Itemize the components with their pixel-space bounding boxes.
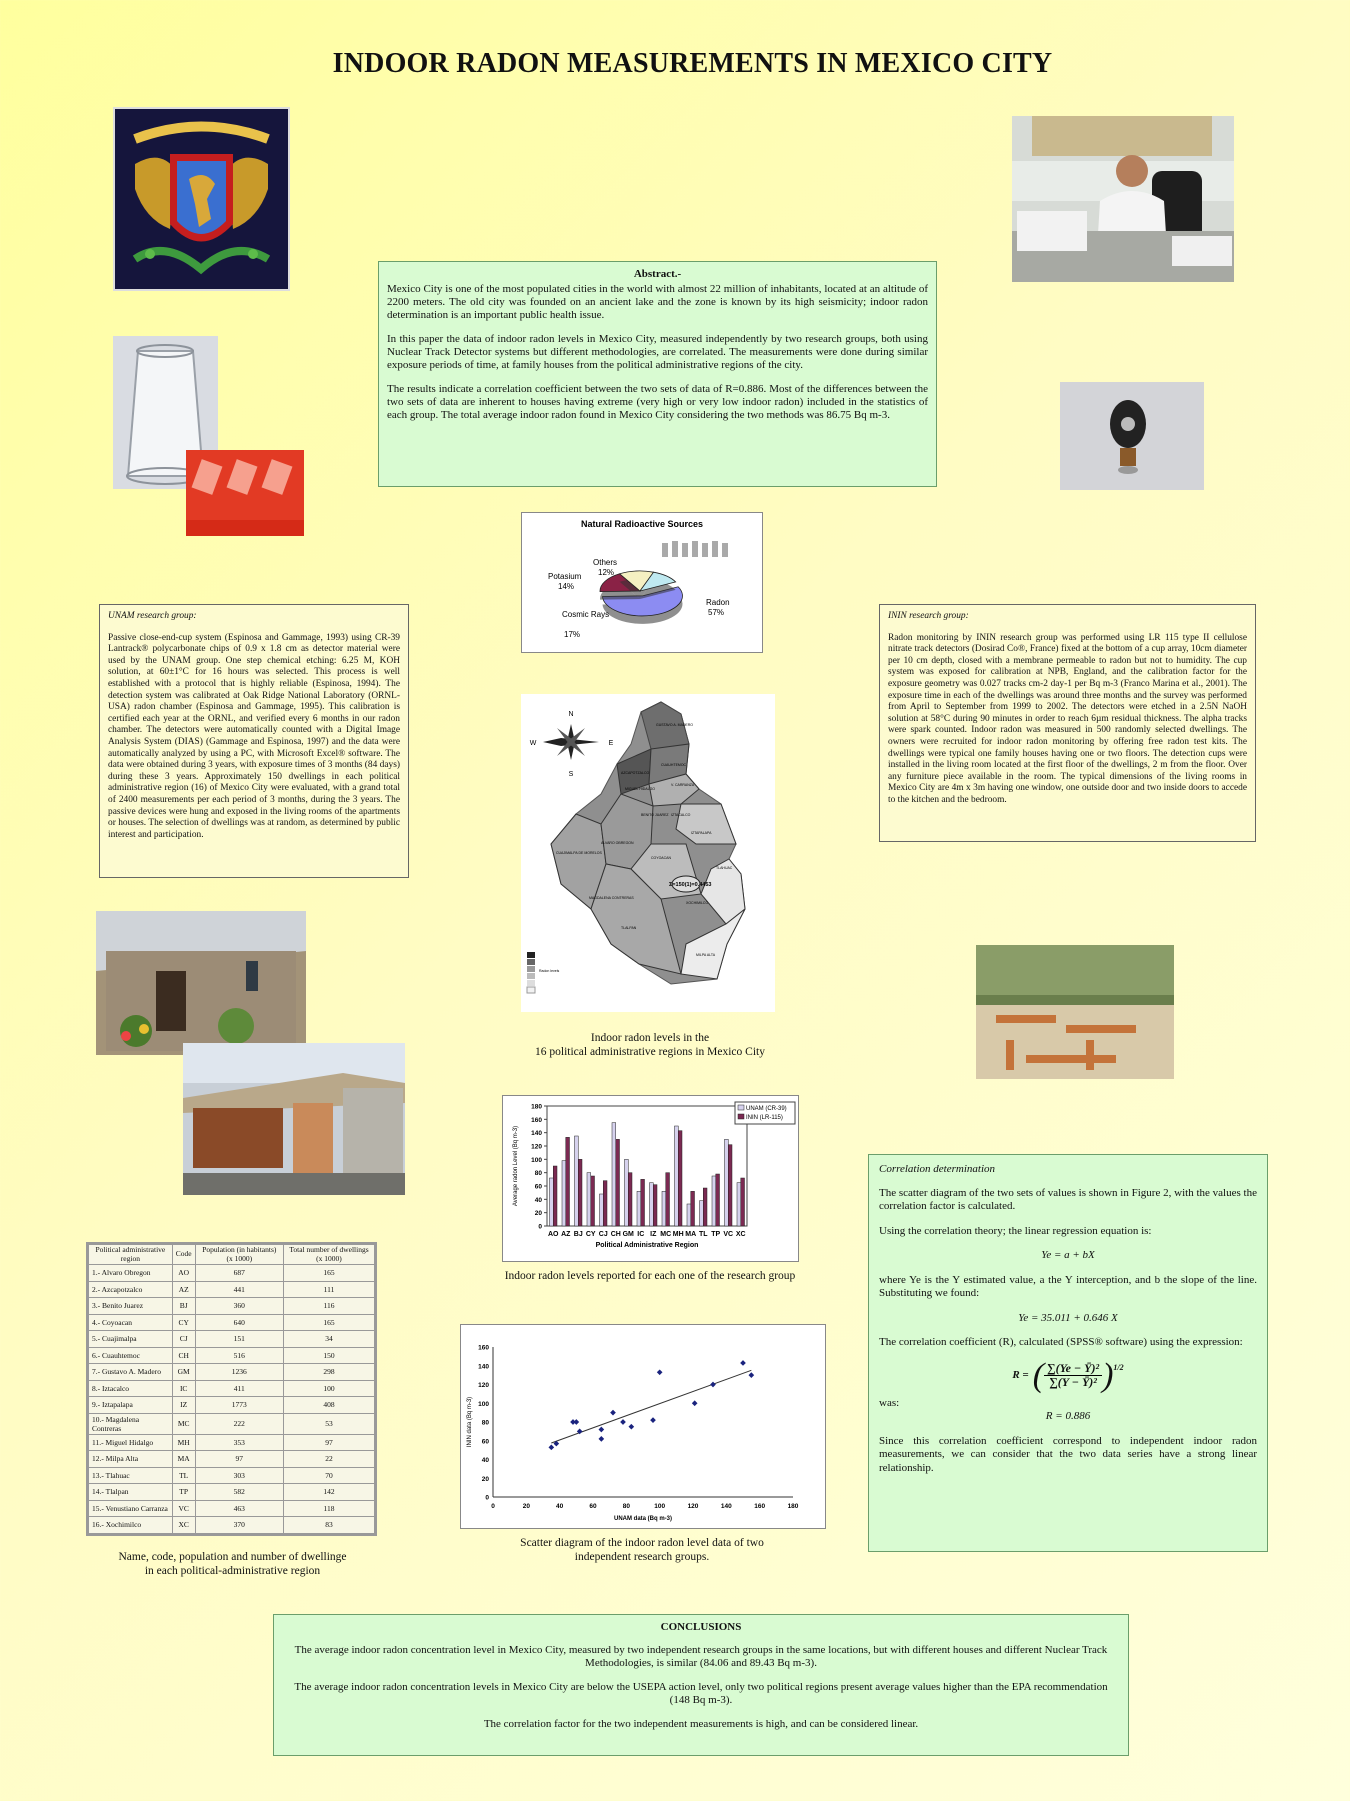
- unam-research-box: [99, 604, 409, 878]
- y-axis-label: ININ data (Bq m-3): [467, 1396, 473, 1448]
- svg-text:IZTACALCO: IZTACALCO: [671, 813, 691, 817]
- x-tick-label: 20: [522, 1503, 530, 1510]
- table-cell: 165: [283, 1265, 374, 1282]
- table-cell: 370: [195, 1517, 283, 1534]
- table-row: [89, 1467, 375, 1484]
- svg-text:MIGUEL HIDALGO: MIGUEL HIDALGO: [625, 787, 656, 791]
- table-caption: Name, code, population and number of dwellinge in each political-administrative region: [118, 1551, 347, 1577]
- bar-XC-unam: [737, 1183, 741, 1226]
- table-cell: 687: [195, 1265, 283, 1282]
- bar-GM-inin: [628, 1173, 632, 1226]
- table-header: Total number of dwellings (x 1000): [283, 1245, 374, 1265]
- cr39-chips-photo: [186, 450, 304, 536]
- x-tick-label: 0: [491, 1503, 495, 1510]
- scatter-point: [599, 1427, 605, 1433]
- scatter-point: [629, 1424, 635, 1430]
- y-tick-label: 60: [481, 1438, 489, 1446]
- map-caption: Indoor radon levels in the 16 political administrative regions in Mexico City: [535, 1032, 765, 1058]
- table-cell: 3.- Benito Juarez: [89, 1298, 173, 1315]
- scatter-point: [599, 1436, 605, 1442]
- table-cell: CY: [172, 1314, 195, 1331]
- table-cell: 303: [195, 1467, 283, 1484]
- correlation-was: was:: [879, 1396, 900, 1409]
- svg-text:ALVARO OBREGON: ALVARO OBREGON: [601, 841, 634, 845]
- scatter-point: [549, 1444, 555, 1450]
- correlation-p4: The correlation coefficient (R), calculated (SPSS® software) using the expression:: [879, 1336, 1243, 1348]
- unam-heading: UNAM research group:: [108, 611, 197, 621]
- table-cell: 7.- Gustavo A. Madero: [89, 1364, 173, 1381]
- scatter-point: [749, 1372, 755, 1378]
- bar-VC-unam: [725, 1139, 729, 1226]
- table-cell: 15.- Venustiano Carranza: [89, 1500, 173, 1517]
- y-tick-label: 0: [485, 1494, 489, 1502]
- svg-text:TLAHUAC: TLAHUAC: [716, 866, 733, 870]
- y-tick-label: 140: [531, 1130, 542, 1138]
- scatter-caption: Scatter diagram of the indoor radon level data of two independent research groups.: [520, 1537, 764, 1563]
- brick-house-photo: [183, 1043, 405, 1195]
- table-row: [89, 1265, 375, 1282]
- x-tick-label: MC: [660, 1231, 672, 1238]
- table-cell: 53: [283, 1413, 374, 1434]
- bar-MC-inin: [666, 1173, 670, 1226]
- svg-text:GUSTAVO A. MADERO: GUSTAVO A. MADERO: [656, 723, 694, 727]
- table-cell: IZ: [172, 1397, 195, 1414]
- svg-text:IZTAPALAPA: IZTAPALAPA: [691, 831, 712, 835]
- x-tick-label: 60: [589, 1503, 597, 1510]
- abstract-box: [378, 261, 937, 487]
- svg-text:Radon levels: Radon levels: [539, 969, 560, 973]
- table-cell: 13.- Tlahuac: [89, 1467, 173, 1484]
- conclusion-2: The average indoor radon concentration levels in Mexico City are below the USEPA action level, only two political regions present average values higher than the EPA recommendation (148 Bq m-3).: [294, 1681, 1108, 1706]
- x-tick-label: 140: [720, 1503, 732, 1510]
- bar-TL-inin: [703, 1188, 707, 1226]
- abstract-paragraph-1: Mexico City is one of the most populated cities in the world with almost 22 million of inhabitants, located at an altitude of 2200 meters. The old city was founded on an ancient lake and the zone is known by its high seismicity; indoor radon determination is an important public health issue.: [387, 283, 928, 321]
- y-tick-label: 160: [478, 1344, 489, 1352]
- x-tick-label: GM: [622, 1231, 634, 1238]
- x-tick-label: TP: [711, 1231, 721, 1238]
- bar-CH-inin: [616, 1139, 620, 1226]
- conclusions-heading: CONCLUSIONS: [660, 1621, 742, 1633]
- regression-equation: Ye = a + bX: [1041, 1249, 1095, 1261]
- bar-legend: [735, 1102, 795, 1124]
- table-cell: 11.- Miguel Hidalgo: [89, 1434, 173, 1451]
- bar-MH-unam: [675, 1126, 679, 1226]
- bar-MA-inin: [691, 1191, 695, 1226]
- abstract-heading: Abstract.-: [633, 268, 682, 280]
- abstract-paragraph-2: In this paper the data of indoor radon levels in Mexico City, measured independently by two research groups, both using Nuclear Track Detector systems but different methodologies, are correlated. The measurements were done during similar exposure periods of time, at family houses from the political administrative regions of the city.: [387, 333, 928, 371]
- mexico-city-map: [521, 694, 775, 1012]
- bar-TL-unam: [700, 1201, 704, 1226]
- table-row: [89, 1500, 375, 1517]
- bar-CH-unam: [612, 1123, 616, 1226]
- region-table: [86, 1242, 377, 1536]
- table-cell: GM: [172, 1364, 195, 1381]
- svg-text:XOCHIMILCO: XOCHIMILCO: [686, 901, 709, 905]
- svg-text:COYOACAN: COYOACAN: [651, 856, 672, 860]
- correlation-box: [868, 1154, 1268, 1552]
- table-cell: 516: [195, 1347, 283, 1364]
- scatter-point: [620, 1419, 626, 1425]
- correlation-formula: R = ( ∑(Ye − Ȳ)² ∑(Y − Ȳ)² ) $^{1/2}$: [1012, 1356, 1124, 1394]
- pie-chart: [521, 512, 763, 653]
- y-tick-label: 0: [538, 1223, 542, 1231]
- x-tick-label: MA: [685, 1231, 697, 1238]
- table-cell: 1236: [195, 1364, 283, 1381]
- y-tick-label: 140: [478, 1363, 489, 1371]
- pie-pct-potasium: 14%: [558, 582, 575, 591]
- table-cell: 360: [195, 1298, 283, 1315]
- x-tick-label: 180: [787, 1503, 799, 1510]
- table-row: [89, 1484, 375, 1501]
- bar-CY-inin: [591, 1176, 595, 1226]
- table-header: Political administrative region: [89, 1245, 173, 1265]
- table-cell: CJ: [172, 1331, 195, 1348]
- table-row: [89, 1397, 375, 1414]
- bar-IC-unam: [637, 1191, 641, 1226]
- table-cell: 111: [283, 1281, 374, 1298]
- conclusion-1: The average indoor radon concentration level in Mexico City, measured by two independent research groups in the same locations, but with different houses and different Nuclear Track Methodologies, is similar (84.06 and 89.43 Bq m-3).: [294, 1644, 1108, 1669]
- table-cell: MA: [172, 1451, 195, 1468]
- inin-text: Radon monitoring by ININ research group was performed using LR 115 type II cellulose nitrate track detectors (Dosirad Co®, France) fixed at the bottom of a cup array, 10cm diameter per 10 cm depth, closed with a membrane permeable to radon but not to humidity. The cup system was exposed for calibration at NPB, England, and the calibration factor for the exposure geometry was 0.027 tracks cm-2 day-1 per Bq m-3 (Franco Marina et al., 2001). The exposure time in each of the dwellings was around three months and the survey was performed from April to September from 1999 to 2002. The detectors were etched in a 2.5N NaOH solution at 58°C during 90 minutes in order to reach 6µm residual thickness. The alpha tracks were spark counted. Indoor radon was measured in 500 randomly selected dwellings. The owners were recruited for indoor radon monitoring by offering free radon test kits. The dwellings were typical one family houses having one or two floors. The detection cups were installed in the living room located at the first floor of the dwellings, 2 m from the floor. Over any furniture piece available in the room. The typical dimensions of the living rooms in Mexico City are 4m x 3m having one window, one outside door and two inside doors to accede to the kitchen and the bedroom.: [888, 632, 1247, 805]
- bar-CJ-unam: [600, 1194, 604, 1226]
- x-tick-label: VC: [723, 1231, 734, 1238]
- svg-text:Σ=150(1)=0.4453: Σ=150(1)=0.4453: [669, 882, 712, 888]
- x-tick-label: IC: [637, 1231, 645, 1238]
- correlation-p1: The scatter diagram of the two sets of values is shown in Figure 2, with the values the correlation factor is calculated.: [879, 1186, 1257, 1212]
- legend-label: UNAM (CR-39): [746, 1106, 787, 1112]
- table-cell: AZ: [172, 1281, 195, 1298]
- table-cell: 100: [283, 1380, 374, 1397]
- svg-text:CUAUHTEMOC: CUAUHTEMOC: [661, 763, 687, 767]
- table-cell: 142: [283, 1484, 374, 1501]
- x-tick-label: AZ: [561, 1231, 571, 1238]
- table-cell: 22: [283, 1451, 374, 1468]
- scatter-point: [610, 1410, 616, 1416]
- table-cell: 1.- Alvaro Obregon: [89, 1265, 173, 1282]
- table-cell: 165: [283, 1314, 374, 1331]
- x-axis-label: Political Administrative Region: [595, 1242, 699, 1249]
- radon-detector-photo: [1060, 382, 1204, 490]
- svg-text:W: W: [529, 740, 537, 747]
- bar-IZ-unam: [650, 1183, 654, 1226]
- y-axis-label: Average radon Level (Bq m-3): [513, 1125, 519, 1207]
- stone-house-photo: [96, 911, 306, 1055]
- y-tick-label: 40: [534, 1196, 542, 1204]
- y-tick-label: 100: [531, 1156, 542, 1164]
- unam-text: Passive close-end-cup system (Espinosa and Gammage, 1993) using CR-39 Lantrack® polycarbonate chips of 0.9 x 1.8 cm as detector material were used by the UNAM group. One step chemical etching: 6.25 M, KOH solution, at 60±1°C for 16 hours was selected. This process is well established with a protocol that is highly reliable (Espinosa, 1994). The detection system was calibrated at Oak Ridge National Laboratory (ORNL-USA) radon chamber (Espinosa and Gammage, 1995). This calibration is certified each year at the ORNL, and verified every 6 months in our radon chamber. The detectors were automatically counted with a Digital Image Analysis System (DIAS) (Gammage and Espinosa, 1997) and the data were automatically analyzed by using a PC, with Microsoft Excel® software. The data were obtained during 3 years, with exposure times of 3 months (84 days) during these 3 years. Approximately 150 dwellings in each political administrative region (16) of Mexico City were evaluated, with a grand total of 2400 measurements per each period of 3 months, during the 3 years. The passive devices were hung and exposed in the living rooms of the apartments or houses. The selection of dwellings was at random, as determined by public interest and participation.: [108, 632, 400, 840]
- pie-label-radon: Radon: [706, 598, 730, 607]
- y-tick-label: 180: [531, 1103, 542, 1111]
- y-tick-label: 120: [531, 1143, 542, 1151]
- bar-chart-caption: Indoor radon levels reported for each one of the research group: [504, 1270, 796, 1282]
- table-cell: 441: [195, 1281, 283, 1298]
- table-cell: 4.- Coyoacan: [89, 1314, 173, 1331]
- bar-IZ-inin: [653, 1185, 657, 1226]
- table-row: [89, 1347, 375, 1364]
- correlation-p3: where Ye is the Y estimated value, a the Y interception, and b the slope of the line. Substituting we found:: [879, 1273, 1257, 1299]
- legend-label: ININ (LR-115): [746, 1115, 783, 1121]
- table-cell: 8.- Iztacalco: [89, 1380, 173, 1397]
- table-cell: 9.- Iztapalapa: [89, 1397, 173, 1414]
- table-cell: 151: [195, 1331, 283, 1348]
- y-tick-label: 60: [534, 1183, 542, 1191]
- table-row: [89, 1380, 375, 1397]
- table-cell: 408: [283, 1397, 374, 1414]
- table-cell: XC: [172, 1517, 195, 1534]
- svg-text:MILPA ALTA: MILPA ALTA: [696, 953, 716, 957]
- table-cell: TP: [172, 1484, 195, 1501]
- table-cell: 411: [195, 1380, 283, 1397]
- table-cell: 298: [283, 1364, 374, 1381]
- y-tick-label: 20: [481, 1475, 489, 1483]
- table-cell: 14.- Tlalpan: [89, 1484, 173, 1501]
- fitted-equation: Ye = 35.011 + 0.646 X: [1018, 1311, 1118, 1324]
- scatter-point: [657, 1369, 663, 1375]
- x-tick-label: XC: [735, 1231, 746, 1238]
- table-cell: CH: [172, 1347, 195, 1364]
- bar-BJ-unam: [575, 1136, 579, 1226]
- table-cell: 222: [195, 1413, 283, 1434]
- correlation-heading: Correlation determination: [879, 1163, 996, 1175]
- bar-BJ-inin: [578, 1159, 582, 1226]
- abstract-paragraph-3: The results indicate a correlation coefficient between the two sets of data of R=0.886. Most of the differences between the two sets of data are inherent to houses having extreme (very high or very low indoor radon) included in the statistics of each group. The total average indoor radon found in Mexico City considering the two methods was 86.75 Bq m-3.: [387, 383, 928, 421]
- table-cell: 16.- Xochimilco: [89, 1517, 173, 1534]
- x-tick-label: 100: [654, 1503, 666, 1510]
- bar-AO-inin: [553, 1166, 557, 1226]
- bar-AZ-unam: [562, 1161, 566, 1226]
- svg-text:CUAJIMALPA DE MORELOS: CUAJIMALPA DE MORELOS: [556, 851, 602, 855]
- y-tick-label: 160: [531, 1116, 542, 1124]
- x-tick-label: AO: [548, 1231, 559, 1238]
- bar-CY-unam: [587, 1173, 591, 1226]
- bar-XC-inin: [741, 1178, 745, 1226]
- table-cell: MH: [172, 1434, 195, 1451]
- correlation-p5: Since this correlation coefficient correspond to independent indoor radon measurements, we can consider that the two data series have a strong linear relationship.: [879, 1434, 1257, 1474]
- x-tick-label: BJ: [573, 1231, 583, 1238]
- y-tick-label: 100: [478, 1400, 489, 1408]
- bar-TP-unam: [712, 1176, 716, 1226]
- table-row: [89, 1331, 375, 1348]
- bar-CJ-inin: [603, 1181, 607, 1226]
- bar-GM-unam: [625, 1159, 629, 1226]
- svg-text:N: N: [568, 711, 574, 718]
- table-cell: BJ: [172, 1298, 195, 1315]
- bar-chart: [502, 1095, 799, 1262]
- bar-MC-unam: [662, 1191, 666, 1226]
- construction-site-photo: [976, 945, 1174, 1079]
- table-cell: 6.- Cuauhtemoc: [89, 1347, 173, 1364]
- conclusions-box: [273, 1614, 1129, 1756]
- table-cell: IC: [172, 1380, 195, 1397]
- pie-pct-radon: 57%: [708, 608, 725, 617]
- table-cell: 34: [283, 1331, 374, 1348]
- people-icon: [662, 541, 728, 557]
- x-tick-label: CJ: [598, 1231, 608, 1238]
- bar-IC-inin: [641, 1179, 645, 1226]
- table-cell: 582: [195, 1484, 283, 1501]
- table-cell: 83: [283, 1517, 374, 1534]
- table-header: Code: [172, 1245, 195, 1265]
- table-row: [89, 1434, 375, 1451]
- pie-title: Natural Radioactive Sources: [580, 519, 704, 529]
- bar-VC-inin: [728, 1145, 732, 1226]
- table-row: [89, 1298, 375, 1315]
- x-tick-label: CH: [610, 1231, 621, 1238]
- svg-text:TLALPAN: TLALPAN: [621, 926, 637, 930]
- bar-MH-inin: [678, 1131, 682, 1226]
- svg-text:BENITO JUAREZ: BENITO JUAREZ: [641, 813, 669, 817]
- bar-AZ-inin: [566, 1137, 570, 1226]
- inin-heading: ININ research group:: [888, 611, 969, 621]
- scatter-point: [692, 1400, 698, 1406]
- pie-label-others: Others: [593, 558, 618, 567]
- table-header: Population (in habitants) (x 1000): [195, 1245, 283, 1265]
- svg-text:AZCAPOTZALCO: AZCAPOTZALCO: [621, 771, 650, 775]
- bar-TP-inin: [716, 1174, 720, 1226]
- x-tick-label: 160: [754, 1503, 766, 1510]
- page-title: INDOOR RADON MEASUREMENTS IN MEXICO CITY: [332, 48, 1053, 79]
- correlation-p2: Using the correlation theory; the linear regression equation is:: [879, 1224, 1152, 1237]
- table-row: [89, 1413, 375, 1434]
- table-cell: 5.- Cuajimalpa: [89, 1331, 173, 1348]
- x-tick-label: 40: [556, 1503, 564, 1510]
- bar-AO-unam: [550, 1178, 554, 1226]
- scatter-point: [740, 1360, 746, 1366]
- table-cell: 353: [195, 1434, 283, 1451]
- y-tick-label: 80: [481, 1419, 489, 1427]
- scatter-point: [574, 1419, 580, 1425]
- pie-pct-cosmic: 17%: [564, 630, 581, 639]
- table-row: [89, 1517, 375, 1534]
- table-cell: MC: [172, 1413, 195, 1434]
- table-row: [89, 1451, 375, 1468]
- y-tick-label: 80: [534, 1170, 542, 1178]
- x-tick-label: CY: [585, 1231, 596, 1238]
- table-cell: 463: [195, 1500, 283, 1517]
- pie-label-cosmic: Cosmic Rays: [562, 610, 610, 619]
- table-row: [89, 1281, 375, 1298]
- inin-research-box: [879, 604, 1256, 842]
- svg-text:E: E: [608, 740, 614, 747]
- x-tick-label: 120: [687, 1503, 699, 1510]
- table-cell: VC: [172, 1500, 195, 1517]
- table-row: [89, 1314, 375, 1331]
- x-tick-label: MH: [672, 1231, 684, 1238]
- x-tick-label: 80: [622, 1503, 630, 1510]
- y-tick-label: 40: [481, 1457, 489, 1464]
- svg-text:MAGDALENA CONTRERAS: MAGDALENA CONTRERAS: [589, 896, 634, 900]
- x-axis-label: UNAM data (Bq m-3): [614, 1516, 672, 1522]
- unam-logo: [113, 107, 290, 291]
- table-cell: 70: [283, 1467, 374, 1484]
- table-cell: AO: [172, 1265, 195, 1282]
- pie-pct-others: 12%: [598, 568, 615, 577]
- table-cell: 10.- Magdalena Contreras: [89, 1413, 173, 1434]
- researcher-photo: [1012, 116, 1234, 282]
- svg-text:S: S: [568, 771, 574, 778]
- table-cell: 118: [283, 1500, 374, 1517]
- scatter-chart: [460, 1324, 826, 1529]
- table-cell: 97: [283, 1434, 374, 1451]
- correlation-result: R = 0.886: [1045, 1410, 1091, 1422]
- y-tick-label: 120: [478, 1382, 489, 1389]
- conclusion-3: The correlation factor for the two independent measurements is high, and can be considered linear.: [483, 1718, 919, 1730]
- table-cell: 640: [195, 1314, 283, 1331]
- scatter-point: [710, 1382, 716, 1388]
- x-tick-label: IZ: [650, 1231, 657, 1238]
- y-tick-label: 20: [534, 1210, 542, 1218]
- table-cell: TL: [172, 1467, 195, 1484]
- table-cell: 150: [283, 1347, 374, 1364]
- table-cell: 2.- Azcapotzalco: [89, 1281, 173, 1298]
- bar-MA-unam: [687, 1204, 691, 1226]
- svg-text:V. CARRANZA: V. CARRANZA: [671, 783, 695, 787]
- table-cell: 1773: [195, 1397, 283, 1414]
- x-tick-label: TL: [698, 1231, 708, 1238]
- table-cell: 97: [195, 1451, 283, 1468]
- scatter-point: [650, 1417, 656, 1423]
- table-row: [89, 1364, 375, 1381]
- table-cell: 12.- Milpa Alta: [89, 1451, 173, 1468]
- table-cell: 116: [283, 1298, 374, 1315]
- pie-label-potasium: Potasium: [548, 572, 582, 581]
